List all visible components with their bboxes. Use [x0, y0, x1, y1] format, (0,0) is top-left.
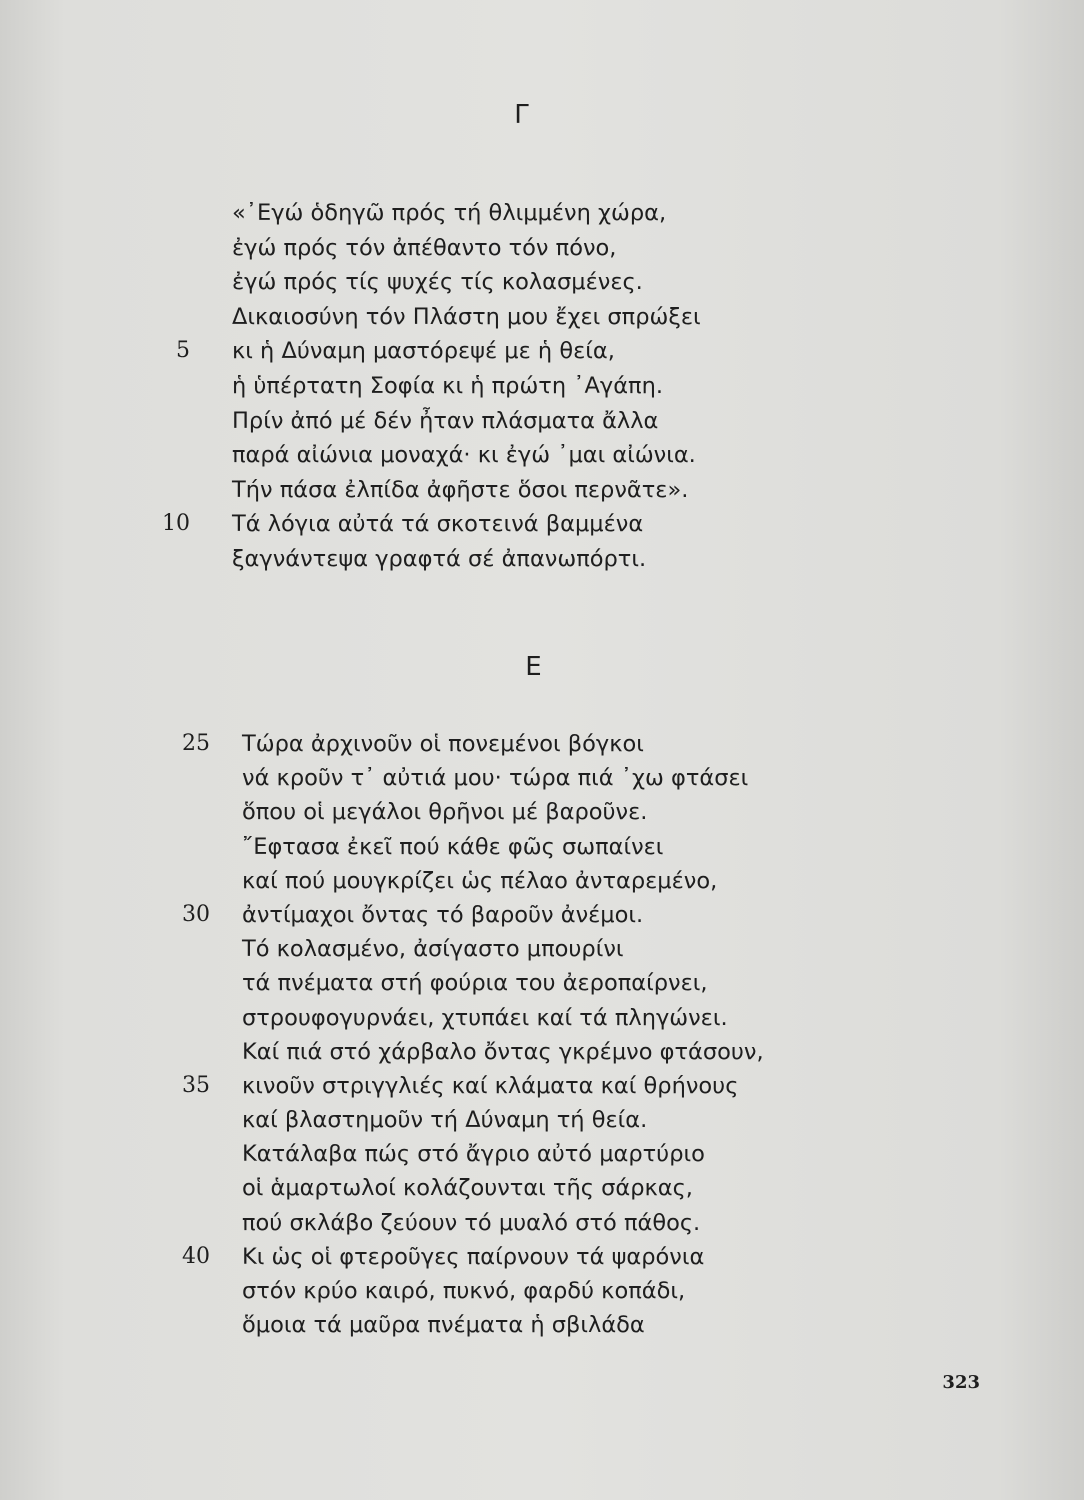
- line-text: παρά αἰώνια μοναχά· κι ἐγώ ᾿μαι αἰώνια.: [232, 442, 696, 469]
- line-text: «᾿Εγώ ὁδηγῶ πρός τή θλιμμένη χώρα,: [232, 200, 667, 226]
- line-text: ἀντίμαχοι ὄντας τό βαροῦν ἀνέμοι.: [242, 901, 644, 928]
- page-number: 323: [942, 1372, 980, 1393]
- line-text: ῎Εφτασα ἐκεῖ πού κάθε φῶς σωπαίνει: [242, 833, 664, 860]
- line-text: Τά λόγια αὐτά τά σκοτεινά βαμμένα: [232, 511, 644, 538]
- poem-line: [0, 864, 1084, 898]
- poem-line: [0, 1137, 1084, 1171]
- line-number: 5: [176, 338, 190, 364]
- line-text: Καί πιά στό χάρβαλο ὄντας γκρέμνο φτάσουν,: [242, 1038, 764, 1065]
- poem-line: [0, 334, 1084, 369]
- line-text: ἐγώ πρός τόν ἀπέθαντο τόν πόνο,: [232, 234, 617, 261]
- poem-line: [0, 966, 1084, 1000]
- line-text: κινοῦν στριγγλιές καί κλάματα καί θρήνους: [242, 1072, 739, 1099]
- poem-line: [0, 1171, 1084, 1205]
- line-number: 30: [182, 901, 210, 927]
- poem-line: [0, 932, 1084, 966]
- poem-line: [0, 265, 1084, 300]
- stanza-gamma: [0, 196, 1084, 577]
- stanza-epsilon: [0, 727, 1084, 1342]
- poem-line: [0, 1001, 1084, 1035]
- poem-line: [0, 1308, 1084, 1342]
- line-text: καί πού μουγκρίζει ὡς πέλαο ἀνταρεμένο,: [242, 867, 718, 894]
- poem-line: [0, 1069, 1084, 1103]
- line-text: ὅμοια τά μαῦρα πνέματα ἡ σβιλάδα: [242, 1312, 645, 1339]
- poem-line: [0, 1240, 1084, 1274]
- section-title-gamma: Γ: [514, 100, 530, 130]
- line-text: Τήν πάσα ἐλπίδα ἀφῆστε ὅσοι περνᾶτε».: [232, 476, 689, 503]
- line-text: πού σκλάβο ζεύουν τό μυαλό στό πάθος.: [242, 1209, 701, 1236]
- line-text: Κατάλαβα πώς στό ἄγριο αὐτό μαρτύριο: [242, 1141, 705, 1168]
- line-text: οἱ ἁμαρτωλοί κολάζουνται τῆς σάρκας,: [242, 1175, 693, 1202]
- line-text: στόν κρύο καιρό, πυκνό, φαρδύ κοπάδι,: [242, 1278, 686, 1304]
- poem-line: [0, 1103, 1084, 1137]
- line-text: ἐγώ πρός τίς ψυχές τίς κολασμένες.: [232, 269, 643, 296]
- line-text: Δικαιοσύνη τόν Πλάστη μου ἔχει σπρώξει: [232, 303, 701, 330]
- line-text: καί βλαστημοῦν τή Δύναμη τή θεία.: [242, 1107, 648, 1134]
- line-text: τά πνέματα στή φούρια του ἀεροπαίρνει,: [242, 970, 708, 997]
- line-text: Τώρα ἀρχινοῦν οἱ πονεμένοι βόγκοι: [242, 731, 644, 757]
- poem-line: [0, 231, 1084, 266]
- poem-line: [0, 795, 1084, 829]
- poem-line: [0, 761, 1084, 795]
- poem-line: [0, 196, 1084, 231]
- line-number: 10: [162, 511, 190, 537]
- poem-line: [0, 404, 1084, 439]
- poem-line: [0, 473, 1084, 508]
- line-number: 35: [182, 1072, 210, 1098]
- line-text: Πρίν ἀπό μέ δέν ἦταν πλάσματα ἄλλα: [232, 407, 659, 434]
- poem-line: [0, 438, 1084, 473]
- poem-line: [0, 830, 1084, 864]
- line-text: νά κροῦν τ᾿ αὐτιά μου· τώρα πιά ᾿χω φτάσει: [242, 765, 749, 792]
- poem-line: [0, 898, 1084, 932]
- section-title-epsilon: Ε: [525, 652, 543, 682]
- line-text: Τό κολασμένο, ἀσίγαστο μπουρίνι: [242, 936, 624, 963]
- poem-line: [0, 1035, 1084, 1069]
- line-text: ἡ ὑπέρτατη Σοφία κι ἡ πρώτη ᾿Αγάπη.: [232, 372, 663, 399]
- line-text: ὅπου οἱ μεγάλοι θρῆνοι μέ βαροῦνε.: [242, 799, 648, 826]
- line-text: ξαγνάντεψα γραφτά σέ ἀπανωπόρτι.: [232, 545, 647, 572]
- poem-line: [0, 1206, 1084, 1240]
- poem-line: [0, 507, 1084, 542]
- poem-line: [0, 300, 1084, 335]
- line-text: κι ἡ Δύναμη μαστόρεψέ με ἡ θεία,: [232, 338, 615, 365]
- line-text: Κι ὡς οἱ φτεροῦγες παίρνουν τά ψαρόνια: [242, 1243, 705, 1270]
- poem-line: [0, 542, 1084, 577]
- line-number: 40: [182, 1243, 210, 1269]
- poem-line: [0, 727, 1084, 761]
- poem-line: [0, 369, 1084, 404]
- line-text: στρουφογυρνάει, χτυπάει καί τά πληγώνει.: [242, 1004, 728, 1031]
- line-number: 25: [182, 731, 210, 756]
- poem-line: [0, 1274, 1084, 1308]
